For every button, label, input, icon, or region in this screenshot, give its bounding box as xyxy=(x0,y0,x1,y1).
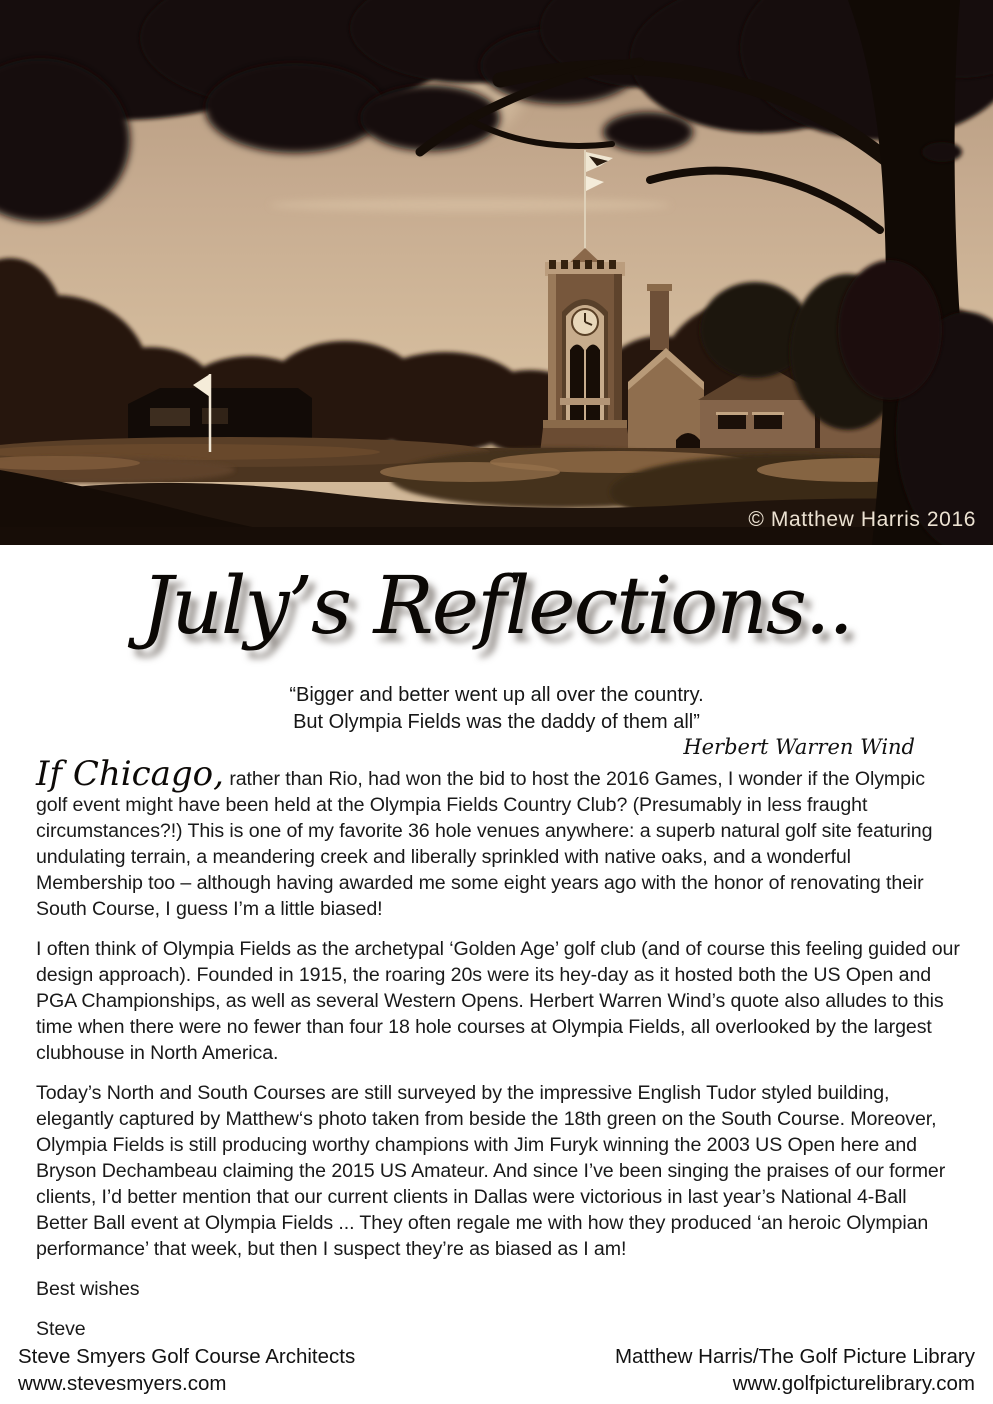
footer-left-org: Steve Smyers Golf Course Architects xyxy=(18,1345,356,1368)
quote-line-2: But Olympia Fields was the daddy of them all” xyxy=(293,711,700,733)
quote-line-1: “Bigger and better went up all over the country. xyxy=(289,684,704,706)
quote-block xyxy=(0,682,993,736)
paragraph-1-text: rather than Rio, had won the bid to host the 2016 Games, I wonder if the Olympic golf event might have been held at the Olympia Fields Country Club? (Presumably in less fraught circumstances?!) This is one of my favorite 36 hole venues anywhere: a superb natural golf site featuring undulating terrain, a meandering creek and liberally sprinkled with native oaks, and a wonderful Membership too – although having awarded me some eight years ago with the honor of renovating their South Course, I guess I’m a little biased! xyxy=(36,768,933,920)
page-title: July’s Reflections.. xyxy=(141,559,852,652)
paragraph-2: I often think of Olympia Fields as the archetypal ‘Golden Age’ golf club (and of course this feeling guided our design approach). Founded in 1915, the roaring 20s were its hey-day as it hosted both the US Open and PGA Championships, as well as several Western Opens. Herbert Warren Wind’s quote also alludes to this time when there were no fewer than four 18 hole courses at Olympia Fields, all overlooked by the largest clubhouse in North America. xyxy=(36,938,960,1064)
paragraph-1-lead-script: If Chicago, xyxy=(36,754,224,794)
footer-left xyxy=(18,1343,355,1397)
photo-credit: © Matthew Harris 2016 xyxy=(748,508,976,531)
paragraph-3: Today’s North and South Courses are still surveyed by the impressive English Tudor styled building, elegantly captured by Matthew‘s photo taken from beside the 18th green on the South Course. Moreover, Olympia Fields is still producing worthy champions with Jim Furyk winning the 2003 US Open here and Bryson Dechambeau claiming the 2015 US Amateur. And since I’ve been singing the praises of our former clients, I’d better mention that our current clients in Dallas were victorious in last year’s National 4-Ball Better Ball event at Olympia Fields ... They often regale me with how they produced ‘an heroic Olympian performance’ that week, but then I suspect they’re as biased as I am! xyxy=(36,1082,946,1260)
signature: Steve xyxy=(36,1318,86,1340)
golf-course-photo xyxy=(0,0,993,545)
footer-left-url[interactable] xyxy=(18,1370,355,1397)
closing-line: Best wishes xyxy=(36,1278,140,1300)
paragraph-1 xyxy=(36,754,961,922)
body-copy xyxy=(36,754,961,1356)
footer-right-url-text[interactable]: www.golfpicturelibrary.com xyxy=(732,1372,975,1395)
footer-right-url[interactable] xyxy=(615,1370,975,1397)
footer-left-url-text[interactable]: www.stevesmyers.com xyxy=(18,1372,227,1395)
quote-attribution: Herbert Warren Wind xyxy=(683,735,915,759)
footer-right-org: Matthew Harris/The Golf Picture Library xyxy=(614,1345,975,1368)
header-photo xyxy=(0,0,993,545)
footer-right xyxy=(615,1343,975,1397)
